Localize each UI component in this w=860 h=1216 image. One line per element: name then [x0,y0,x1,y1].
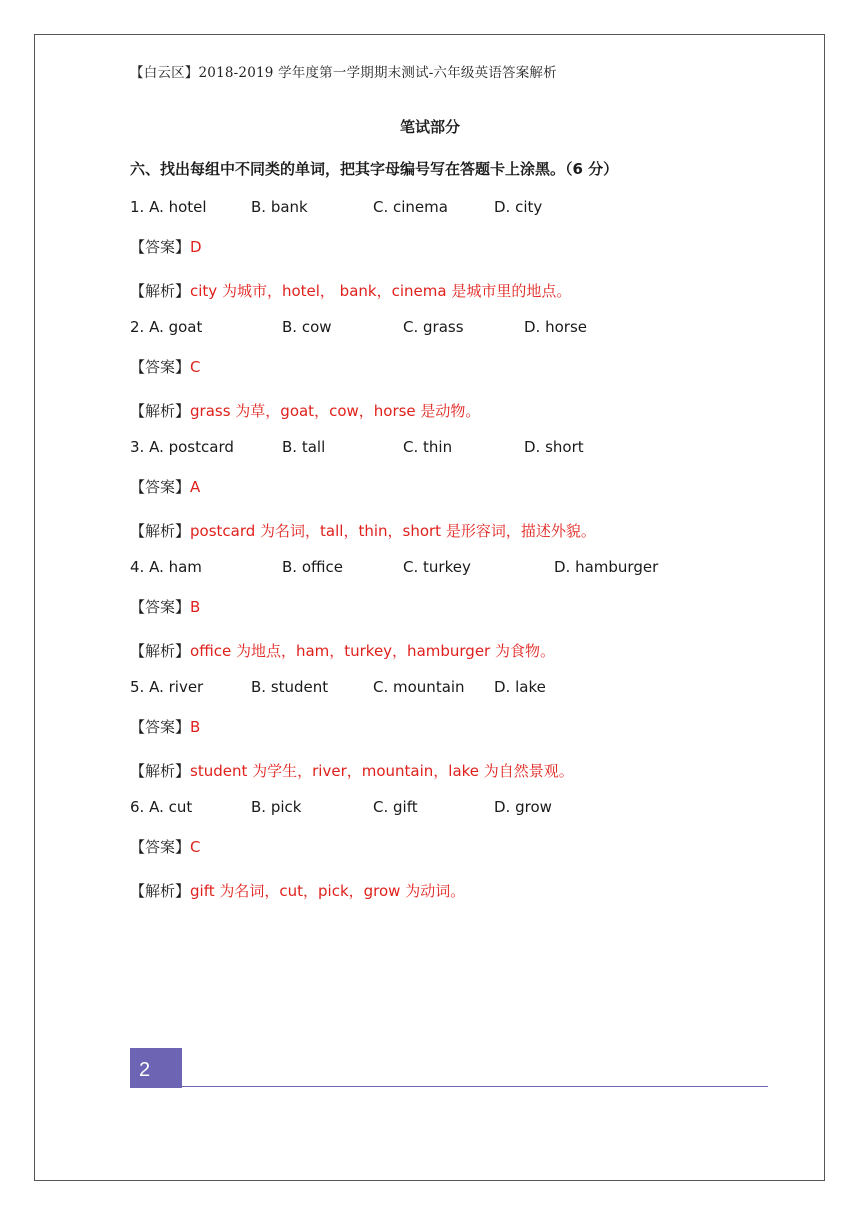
analysis-line [130,760,574,781]
analysis-line [130,520,596,541]
answer-value: C [190,838,201,856]
question-instruction: 六、找出每组中不同类的单词，把其字母编号写在答题卡上涂黑。（6 分） [130,160,619,178]
option-a: 4. A. ham [130,558,202,576]
analysis-label: 【解析】 [130,402,191,420]
answer-label: 【答案】 [130,718,191,736]
answer-value: B [190,718,201,736]
answer-label: 【答案】 [130,838,191,856]
answer-value: C [190,358,201,376]
analysis-text: city 为城市，hotel， bank，cinema 是城市里的地点。 [190,282,572,300]
answer-label: 【答案】 [130,238,191,256]
option-a: 1. A. hotel [130,198,207,216]
option-a: 5. A. river [130,678,204,696]
analysis-text: office 为地点，ham，turkey，hamburger 为食物。 [190,642,555,660]
document-header: 【白云区】2018-2019 学年度第一学期期末测试-六年级英语答案解析 [130,65,557,81]
answer-line [130,356,201,377]
analysis-text: gift 为名词，cut，pick，grow 为动词。 [190,882,466,900]
option-b: B. bank [251,198,308,216]
option-c: C. thin [403,438,453,456]
option-d: D. grow [494,798,552,816]
answer-line [130,836,201,857]
option-b: B. cow [282,318,332,336]
analysis-text: grass 为草，goat，cow，horse 是动物。 [190,402,481,420]
analysis-label: 【解析】 [130,282,191,300]
option-c: C. cinema [373,198,448,216]
option-b: B. student [251,678,329,696]
answer-line [130,476,200,497]
answer-label: 【答案】 [130,598,191,616]
answer-value: D [190,238,202,256]
footer-divider [182,1086,768,1087]
option-c: C. gift [373,798,418,816]
analysis-line [130,280,571,301]
answer-value: A [190,478,201,496]
answer-value: B [190,598,201,616]
option-b: B. office [282,558,343,576]
analysis-line [130,880,465,901]
analysis-text: postcard 为名词，tall，thin，short 是形容词，描述外貌。 [190,522,596,540]
option-a: 2. A. goat [130,318,203,336]
option-d: D. lake [494,678,546,696]
option-a: 6. A. cut [130,798,193,816]
analysis-label: 【解析】 [130,642,191,660]
option-b: B. pick [251,798,302,816]
answer-label: 【答案】 [130,358,191,376]
option-b: B. tall [282,438,326,456]
option-d: D. hamburger [554,558,659,576]
analysis-label: 【解析】 [130,882,191,900]
answer-line [130,236,202,257]
section-title: 笔试部分 [399,118,460,136]
answer-line [130,716,200,737]
option-c: C. mountain [373,678,465,696]
option-d: D. city [494,198,543,216]
option-a: 3. A. postcard [130,438,234,456]
analysis-line [130,640,555,661]
answer-line [130,596,200,617]
page-number-badge: 2 [130,1048,182,1088]
analysis-label: 【解析】 [130,522,191,540]
option-c: C. turkey [403,558,471,576]
option-d: D. horse [524,318,587,336]
analysis-label: 【解析】 [130,762,191,780]
answer-label: 【答案】 [130,478,191,496]
option-c: C. grass [403,318,464,336]
analysis-text: student 为学生，river，mountain，lake 为自然景观。 [190,762,574,780]
option-d: D. short [524,438,584,456]
analysis-line [130,400,480,421]
